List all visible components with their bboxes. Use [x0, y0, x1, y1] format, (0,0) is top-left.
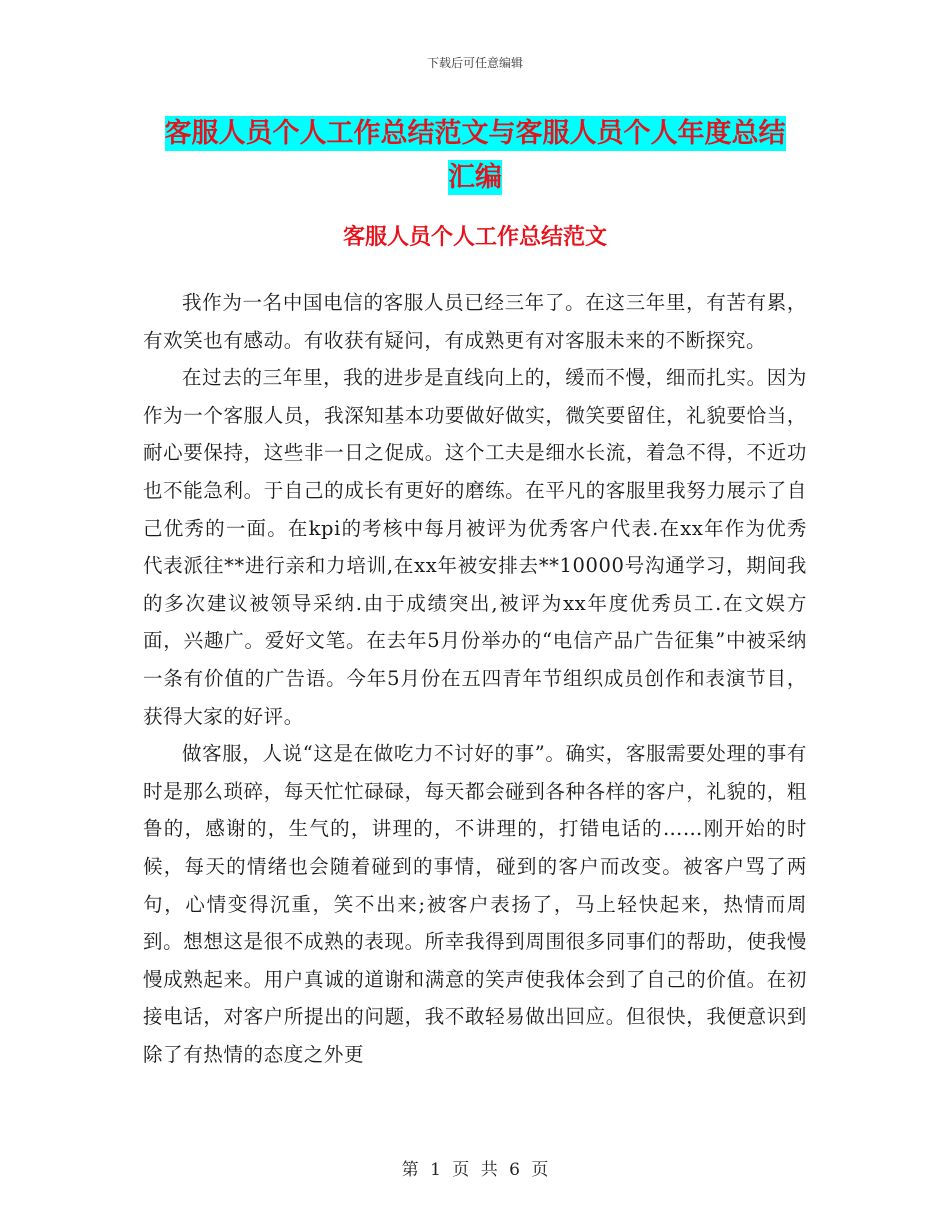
- body-text: [143, 284, 807, 1073]
- paragraph-2: 在过去的三年里，我的进步是直线向上的，缓而不慢，细而扎实。因为作为一个客服人员，我深知基本功要做好做实，微笑要留住，礼貌要恰当，耐心要保持，这些非一日之促成。这个工夫是细水长流，着急不得，不近功也不能急利。于自己的成长有更好的磨练。在平凡的客服里我努力展示了自己优秀的一面。在kpi的考核中每月被评为优秀客户代表.在xx年作为优秀代表派往**进行亲和力培训,在xx年被安排去**10000号沟通学习，期间我的多次建议被领导采纳.由于成绩突出,被评为xx年度优秀员工.在文娱方面，兴趣广。爱好文笔。在去年5月份举办的“电信产品广告征集”中被采纳一条有价值的广告语。今年5月份在五四青年节组织成员创作和表演节目，获得大家的好评。: [143, 366, 807, 728]
- paragraph-1: 我作为一名中国电信的客服人员已经三年了。在这三年里，有苦有累，有欢笑也有感动。有收获有疑问，有成熟更有对客服未来的不断探究。: [143, 291, 807, 352]
- section-title: 客服人员个人工作总结范文: [342, 225, 607, 250]
- paragraph-3: 做客服，人说“这是在做吃力不讨好的事”。确实，客服需要处理的事有时是那么琐碎，每天忙忙碌碌，每天都会碰到各种各样的客户，礼貌的，粗鲁的，感谢的，生气的，讲理的，不讲理的，打错电话的……刚开始的时候，每天的情绪也会随着碰到的事情，碰到的客户而改变。被客户骂了两句，心情变得沉重，笑不出来;被客户表扬了，马上轻快起来，热情而周到。想想这是很不成熟的表现。所幸我得到周围很多同事们的帮助，使我慢慢成熟起来。用户真诚的道谢和满意的笑声使我体会到了自己的价值。在初接电话，对客户所提出的问题，我不敢轻易做出回应。但很快，我便意识到除了有热情的态度之外更: [143, 742, 807, 1066]
- page-footer: 第 1 页 共 6 页: [401, 1160, 549, 1180]
- document-title-line1: 客服人员个人工作总结范文与客服人员个人年度总结: [164, 118, 786, 149]
- document-title: [150, 112, 800, 200]
- document-title-line2: 汇编: [448, 162, 502, 193]
- header-note: 下载后可任意编辑: [426, 56, 523, 70]
